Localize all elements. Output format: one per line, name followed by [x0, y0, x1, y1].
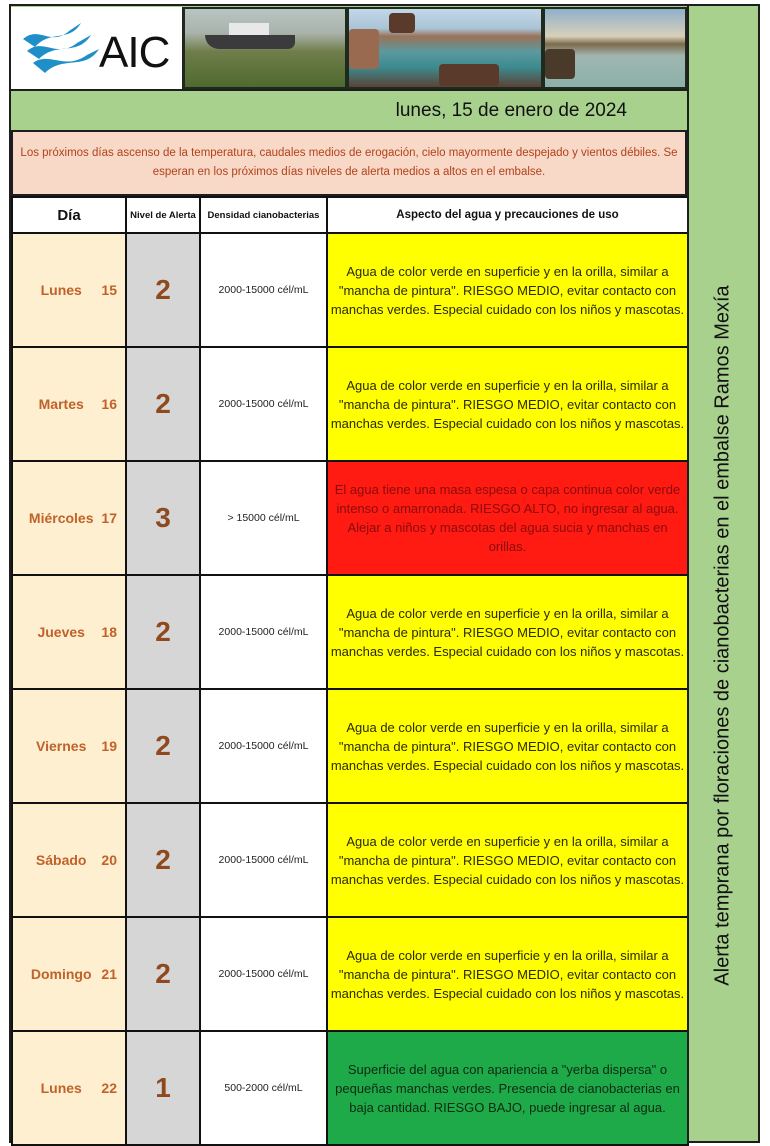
water-aspect-medio: Agua de color verde en superficie y en la orilla, similar a "mancha de pintura". RIESGO MEDIO, evitar contacto con manchas verdes. Especial cuidado con los niños y mascotas. — [327, 347, 688, 461]
day-name: Jueves — [37, 624, 85, 640]
day-cell — [12, 689, 126, 803]
day-date: 22 — [101, 1080, 117, 1096]
day-name: Lunes — [40, 1080, 82, 1096]
day-date: 16 — [101, 396, 117, 412]
logo-text: AIC — [99, 28, 170, 77]
water-aspect-medio: Agua de color verde en superficie y en la orilla, similar a "mancha de pintura". RIESGO MEDIO, evitar contacto con manchas verdes. Especial cuidado con los niños y mascotas. — [327, 575, 688, 689]
day-cell — [12, 575, 126, 689]
table-row — [12, 689, 688, 803]
reservoir-photo-shore — [543, 7, 687, 89]
day-cell — [12, 347, 126, 461]
day-date: 18 — [101, 624, 117, 640]
side-title-panel — [690, 130, 756, 1140]
table-row — [12, 1031, 688, 1145]
day-cell — [12, 1031, 126, 1145]
alert-level: 1 — [126, 1031, 200, 1145]
water-aspect-medio: Agua de color verde en superficie y en la orilla, similar a "mancha de pintura". RIESGO MEDIO, evitar contacto con manchas verdes. Especial cuidado con los niños y mascotas. — [327, 917, 688, 1031]
header-divider — [11, 89, 687, 91]
day-cell — [12, 917, 126, 1031]
side-divider — [687, 4, 689, 1143]
day-name: Martes — [38, 396, 84, 412]
header-day: Día — [12, 197, 126, 233]
table-row — [12, 461, 688, 575]
day-date: 20 — [101, 852, 117, 868]
day-date: 15 — [101, 282, 117, 298]
bulletin-date: lunes, 15 de enero de 2024 — [395, 100, 627, 121]
alert-level: 2 — [126, 917, 200, 1031]
alert-level: 2 — [126, 347, 200, 461]
water-aspect-alto: El agua tiene una masa espesa o capa continua color verde intenso o amarronada. RIESGO ALTO, no ingresar al agua. Alejar a niños y mascotas del agua sucia y manchas en orillas. — [327, 461, 688, 575]
table-row — [12, 917, 688, 1031]
cyanobacteria-density: 2000-15000 cél/mL — [200, 689, 327, 803]
table-row — [12, 803, 688, 917]
cyanobacteria-density: 2000-15000 cél/mL — [200, 575, 327, 689]
day-date: 19 — [101, 738, 117, 754]
day-name: Viernes — [36, 738, 87, 754]
table-row — [12, 347, 688, 461]
day-name: Sábado — [35, 852, 87, 868]
alert-level: 2 — [126, 233, 200, 347]
cyanobacteria-density: 2000-15000 cél/mL — [200, 347, 327, 461]
header-level: Nivel de Alerta — [126, 197, 200, 233]
header-aspect: Aspecto del agua y precauciones de uso — [327, 197, 688, 233]
day-date: 17 — [101, 510, 117, 526]
aic-logo — [11, 7, 184, 89]
day-name: Lunes — [40, 282, 82, 298]
alert-level: 3 — [126, 461, 200, 575]
day-date: 21 — [101, 966, 117, 982]
day-cell — [12, 803, 126, 917]
table-row — [12, 575, 688, 689]
alert-level: 2 — [126, 803, 200, 917]
forecast-summary: Los próximos días ascenso de la temperatura, caudales medios de erogación, cielo mayormente despejado y vientos débiles. Se esperan en los próximos días niveles de alerta medios a altos en el embalse. — [11, 130, 687, 196]
water-aspect-bajo: Superficie del agua con apariencia a "yerba dispersa" o pequeñas manchas verdes. Presencia de cianobacterias en baja cantidad. RIESGO BAJO, puede ingresar al agua. — [327, 1031, 688, 1145]
cyanobacteria-density: 2000-15000 cél/mL — [200, 233, 327, 347]
side-title: Alerta temprana por floraciones de cianobacterias en el embalse Ramos Mexía — [711, 284, 734, 986]
cyanobacteria-density: 500-2000 cél/mL — [200, 1031, 327, 1145]
day-cell — [12, 461, 126, 575]
water-aspect-medio: Agua de color verde en superficie y en la orilla, similar a "mancha de pintura". RIESGO MEDIO, evitar contacto con manchas verdes. Especial cuidado con los niños y mascotas. — [327, 803, 688, 917]
table-header-row — [12, 197, 688, 233]
day-name: Miércoles — [28, 510, 94, 526]
water-aspect-medio: Agua de color verde en superficie y en la orilla, similar a "mancha de pintura". RIESGO MEDIO, evitar contacto con manchas verdes. Especial cuidado con los niños y mascotas. — [327, 689, 688, 803]
alert-level: 2 — [126, 689, 200, 803]
cyanobacteria-density: 2000-15000 cél/mL — [200, 917, 327, 1031]
reservoir-photo-boat — [183, 7, 347, 89]
reservoir-photo-rocks — [347, 7, 543, 89]
cyanobacteria-density: 2000-15000 cél/mL — [200, 803, 327, 917]
alert-level: 2 — [126, 575, 200, 689]
header-density: Densidad cianobacterias — [200, 197, 327, 233]
water-aspect-medio: Agua de color verde en superficie y en la orilla, similar a "mancha de pintura". RIESGO MEDIO, evitar contacto con manchas verdes. Especial cuidado con los niños y mascotas. — [327, 233, 688, 347]
wave-logo-icon — [21, 17, 101, 79]
forecast-table — [11, 196, 689, 1146]
table-row — [12, 233, 688, 347]
day-cell — [12, 233, 126, 347]
cyanobacteria-density: > 15000 cél/mL — [200, 461, 327, 575]
day-name: Domingo — [30, 966, 92, 982]
